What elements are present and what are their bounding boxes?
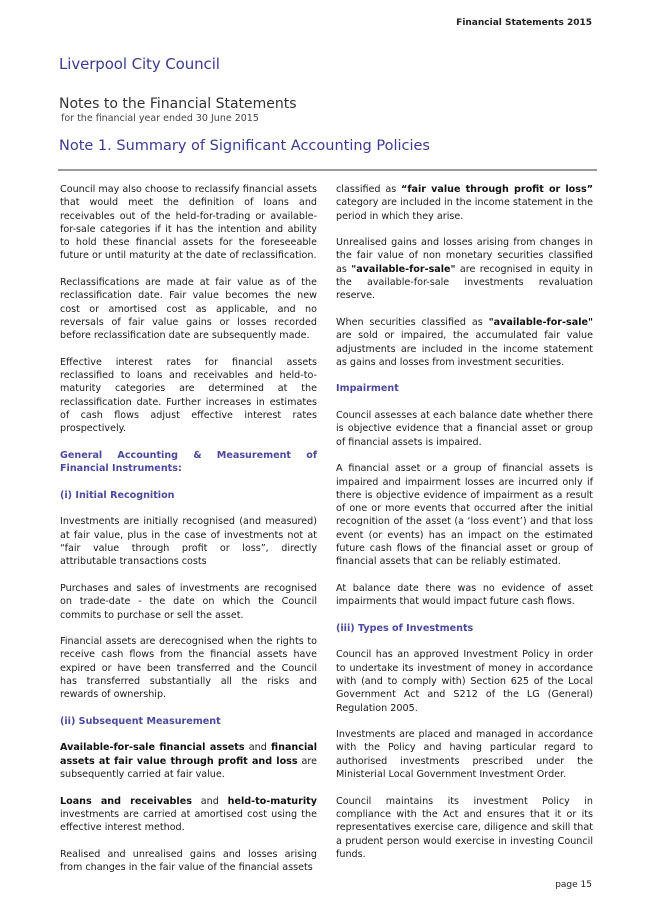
text-run: category are included in the income statement in the period in which they arise. bbox=[336, 197, 593, 222]
bold-term: "available-for-sale" bbox=[488, 316, 593, 328]
paragraph: Investments are placed and managed in accordance with the Policy and having particular regard to authorised investments prescribed under the Ministerial Local Government Investment Order. bbox=[336, 729, 593, 781]
section-heading: General Accounting & Measurement of Financial Instruments: bbox=[60, 449, 317, 475]
paragraph: At balance date there was no evidence of asset impairments that would impact future cash flows. bbox=[336, 582, 593, 608]
paragraph: Effective interest rates for financial assets reclassified to loans and receivables and held-to-maturity categories are determined at the reclassification date. Further increases in estimates of cash flows adjust effective interest rates prospectively. bbox=[60, 356, 317, 435]
paragraph: Reclassifications are made at fair value as of the reclassification date. Fair value becomes the new cost or amortised cost as applicable, and no reversals of fair value gains or losses recorded before reclassification date are subsequently made. bbox=[60, 277, 317, 342]
paragraph: Council assesses at each balance date whether there is objective evidence that a financial asset or group of financial assets is impaired. bbox=[336, 410, 593, 448]
paragraph: Council maintains its investment Policy in compliance with the Act and ensures that it or its representatives exercise care, diligence and skill that a prudent person would exercise in investing Council funds. bbox=[336, 795, 593, 860]
text-run: Unrealised gains and losses arising from changes in the fair value of non monetary securities classified as bbox=[336, 237, 593, 275]
right-column bbox=[336, 183, 593, 874]
paragraph: Financial assets are derecognised when the rights to receive cash flows from the financial assets have expired or have been transferred and the Council has transferred substantially all the risks and rewards of ownership. bbox=[60, 636, 317, 701]
paragraph bbox=[60, 795, 317, 835]
reporting-period: for the financial year ended 30 June 2015 bbox=[61, 113, 259, 124]
text-run: and bbox=[244, 742, 272, 754]
page-number: page 15 bbox=[555, 880, 592, 890]
bold-term: Loans and receivables bbox=[60, 795, 192, 807]
paragraph: Purchases and sales of investments are recognised on trade-date - the date on which the Council commits to purchase or sell the asset. bbox=[60, 582, 317, 621]
note-title: Note 1. Summary of Significant Accounting Policies bbox=[59, 138, 430, 154]
paragraph: Investments are initially recognised (and measured) at fair value, plus in the case of investments not at “fair value through profit or loss”, directly attributable transactions costs bbox=[60, 516, 317, 568]
bold-term: "available-for-sale" bbox=[351, 263, 456, 275]
left-column bbox=[60, 183, 317, 888]
paragraph bbox=[336, 183, 593, 223]
bold-term: held-to-maturity bbox=[227, 795, 317, 807]
section-heading: (iii) Types of Investments bbox=[336, 622, 474, 634]
text-run: classified as bbox=[336, 184, 402, 195]
paragraph: Council has an approved Investment Policy in order to undertake its investment of money in accordance with (and to comply with) Section 625 of the Local Government Act and S212 of the LG (General) Regulation 2005. bbox=[336, 649, 593, 714]
title-divider bbox=[58, 169, 597, 171]
bold-term: Available-for-sale financial assets bbox=[60, 742, 245, 754]
running-header: Financial Statements 2015 bbox=[456, 18, 592, 28]
section-heading: (ii) Subsequent Measurement bbox=[60, 715, 221, 727]
text-run: are subsequently carried at fair value. bbox=[60, 755, 317, 781]
paragraph: Council may also choose to reclassify financial assets that would meet the definition of loans and receivables out of the held-for-trading or available-for-sale categories if it has the intention and ability to hold these financial assets for the foreseeable future or until maturity at the date of reclassification. bbox=[60, 184, 317, 262]
text-run: investments are carried at amortised cost using the effective interest method. bbox=[60, 808, 317, 834]
text-run: and bbox=[191, 795, 228, 807]
organisation-name: Liverpool City Council bbox=[59, 55, 220, 73]
text-run: When securities classified as bbox=[336, 316, 489, 328]
paragraph bbox=[336, 316, 593, 369]
section-heading: (i) Initial Recognition bbox=[60, 489, 175, 501]
section-heading: Impairment bbox=[336, 383, 399, 395]
text-run: are sold or impaired, the accumulated fair value adjustments are included in the income statement as gains and losses from investment securities. bbox=[336, 330, 593, 368]
paragraph bbox=[336, 236, 593, 302]
bold-term: “fair value through profit or loss” bbox=[401, 184, 594, 195]
paragraph bbox=[60, 741, 317, 781]
text-run: are recognised in equity in the available-for-sale investments revaluation reserve. bbox=[336, 263, 593, 302]
paragraph: Realised and unrealised gains and losses arising from changes in the fair value of the financial assets bbox=[60, 848, 317, 874]
notes-title: Notes to the Financial Statements bbox=[59, 96, 297, 112]
paragraph: A financial asset or a group of financial assets is impaired and impairment losses are incurred only if there is objective evidence of impairment as a result of one or more events that occurred after the initial recognition of the asset (a ‘loss event’) and that loss event (or events) has an impact on the estimated future cash flows of the financial asset or group of financial assets that can be reliably estimated. bbox=[336, 463, 593, 568]
bold-term: financial assets at fair value through profit and loss bbox=[60, 742, 317, 767]
